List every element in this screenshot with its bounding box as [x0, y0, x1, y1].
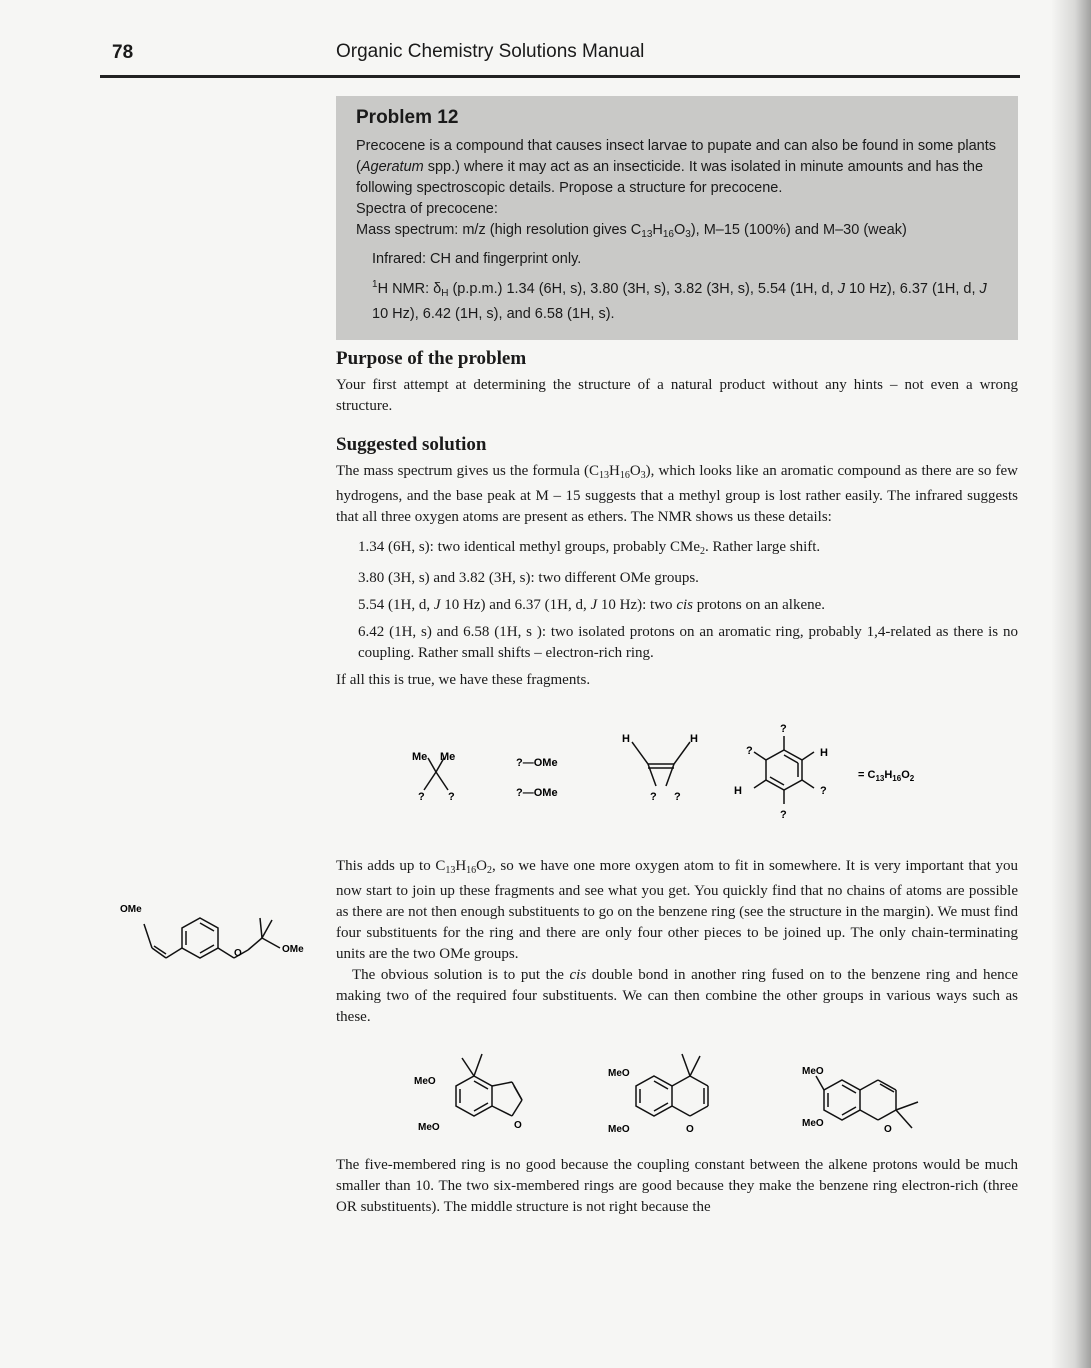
frag-alkene-q-2: ? — [674, 791, 681, 803]
solution-paragraph-1: The mass spectrum gives us the formula $(C_{13}H_{16}O_3)$, which looks like an aromatic compound as there are so few hydrogens, and the base peak at M – 15 suggests that a methyl group is lost rather easily. The infrared suggests that all three oxygen atoms are present as ethers. The NMR shows us these details: — [336, 463, 1018, 525]
candidate-1-o: O — [514, 1120, 522, 1131]
problem-title: Problem 12 — [356, 107, 459, 128]
margin-ome-right: OMe — [282, 944, 304, 955]
frag-ring-q-right: ? — [820, 785, 827, 797]
problem-content — [356, 106, 1006, 325]
solution-heading: Suggested solution — [336, 434, 487, 455]
frag-ome-2: ?—OMe — [516, 787, 558, 799]
candidate-3-meo-bottom: MeO — [802, 1118, 824, 1129]
candidate-3-meo-top: MeO — [802, 1066, 824, 1077]
frag-ring-q-left: ? — [746, 745, 753, 757]
spectra-label: Spectra of precocene: — [356, 201, 498, 217]
frag-q-1: ? — [418, 791, 425, 803]
page-number: 78 — [112, 42, 134, 63]
margin-structure — [120, 896, 330, 976]
margin-ome-left: OMe — [120, 904, 142, 915]
frag-alkene-h-2: H — [690, 733, 698, 745]
infrared: Infrared: CH and fingerprint only. — [372, 251, 582, 267]
nmr-data: $^1$H NMR: $\delta_H$ (p.p.m.) 1.34 (6H, s), 3.80 (3H, s), 3.82 (3H, s), 5.54 (1H, d, J 10 Hz), 6.37 (1H, d, J 10 Hz), 6.42 (1H, s), and 6.58 (1H, s). — [372, 279, 987, 322]
frag-ring-h-right: H — [820, 747, 828, 759]
frag-ome-1: ?—OMe — [516, 757, 558, 769]
solution-section — [336, 434, 1018, 691]
solution-paragraph-2: If all this is true, we have these fragments. — [336, 672, 591, 688]
nmr-item-3: 5.54 (1H, d, J 10 Hz) and 6.37 (1H, d, J 10 Hz): two cis protons on an alkene. — [358, 597, 826, 613]
frag-me-1: Me — [412, 751, 428, 763]
nmr-item-1: 1.34 (6H, s): two identical methyl groups, probably CMe$_2$. Rather large shift. — [358, 539, 821, 557]
solution-paragraph-4: The obvious solution is to put the cis double bond in another ring fused on to the benzene ring and hence making two of the required four substituents. We can then combine the other groups in various ways such as these. — [336, 967, 1018, 1025]
frag-alkene-h-1: H — [622, 733, 630, 745]
margin-o: O — [234, 948, 242, 959]
frag-alkene-q-1: ? — [650, 791, 657, 803]
problem-intro: Precocene is a compound that causes insect larvae to pupate and can also be found in some plants (Ageratum spp.) where it may act as an insecticide. It was isolated in minute amounts and has the following spectroscopic details. Propose a structure for precocene. — [356, 138, 997, 196]
nmr-item-4: 6.42 (1H, s) and 6.58 (1H, s ): two isolated protons on an aromatic ring, probably 1,4-related as there is no coupling. Rather small shifts – electron-rich ring. — [358, 624, 1018, 661]
solution-section-2 — [336, 856, 1018, 1028]
candidate-2-o: O — [686, 1124, 694, 1135]
purpose-heading: Purpose of the problem — [336, 348, 527, 369]
candidate-2-meo-bottom: MeO — [608, 1124, 630, 1135]
page-edge-shadow — [1051, 0, 1091, 1368]
frag-q-2: ? — [448, 791, 455, 803]
solution-section-3 — [336, 1155, 1018, 1218]
candidate-1-meo-bottom: MeO — [418, 1122, 440, 1133]
frag-ring-q-top: ? — [780, 723, 787, 735]
fragments-figure — [336, 712, 1018, 840]
frag-ring-q-bottom: ? — [780, 809, 787, 821]
frag-ring-h-left: H — [734, 785, 742, 797]
purpose-section — [336, 348, 1018, 417]
header-rule — [100, 75, 1020, 78]
candidate-3-o: O — [884, 1124, 892, 1135]
mass-spectrum: Mass spectrum: m/z (high resolution gives $C_{13}H_{16}O_3$), M–15 (100%) and M–30 (weak) — [356, 222, 907, 240]
solution-paragraph-3: This adds up to $C_{13}H_{16}O_2$, so we have one more oxygen atom to fit in somewhere. It is very important that you now start to join up these fragments and see what you get. You quickly find that no chains of atoms are possible as there are not then enough substituents to go on the benzene ring (see the structure in the margin). We must find four substituents for the ring and there are only four other pieces to be joined up. The only chain-terminating units are the two OMe groups. — [336, 858, 1018, 962]
solution-paragraph-5: The five-membered ring is no good because the coupling constant between the alkene protons would be much smaller than 10. The two six-membered rings are good because they make the benzene ring electron-rich (three OR substituents). The middle structure is not right because the — [336, 1157, 1018, 1215]
candidate-1-meo-top: MeO — [414, 1076, 436, 1087]
running-title: Organic Chemistry Solutions Manual — [336, 41, 645, 62]
candidate-structures — [336, 1046, 1018, 1146]
candidate-2-meo-top: MeO — [608, 1068, 630, 1079]
nmr-item-2: 3.80 (3H, s) and 3.82 (3H, s): two different OMe groups. — [358, 570, 699, 586]
frag-me-2: Me — [440, 751, 456, 763]
frag-formula: = $C_{13}H_{16}O_2$ — [858, 769, 915, 783]
purpose-text: Your first attempt at determining the structure of a natural product without any hints – not even a wrong structure. — [336, 377, 1018, 414]
